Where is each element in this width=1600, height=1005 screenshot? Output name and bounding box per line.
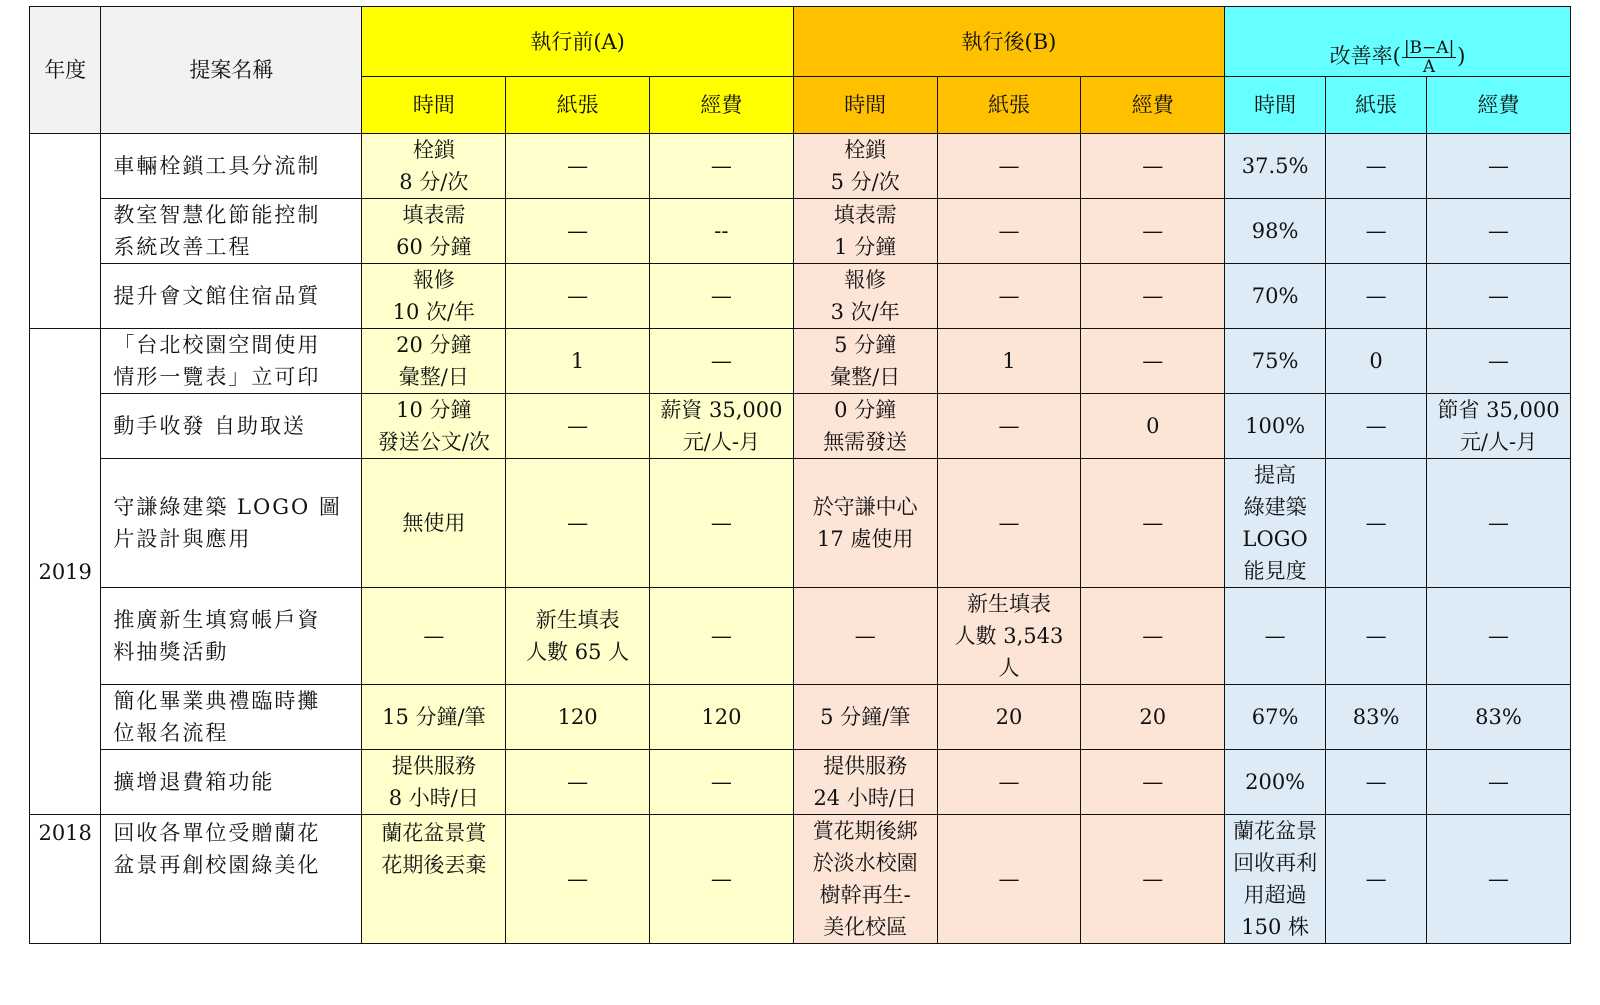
table-cell: — bbox=[1081, 329, 1225, 394]
table-cell: 提高 綠建築 LOGO 能見度 bbox=[1225, 459, 1326, 588]
table-cell: 5 分鐘 彙整/日 bbox=[793, 329, 937, 394]
table-cell: 0 分鐘 無需發送 bbox=[793, 394, 937, 459]
table-cell: — bbox=[506, 264, 650, 329]
table-cell: 賞花期後綁 於淡水校園 樹幹再生- 美化校區 bbox=[793, 815, 937, 944]
table-cell: — bbox=[1427, 588, 1571, 685]
table-cell: 蘭花盆景 回收再利 用超過 150 株 bbox=[1225, 815, 1326, 944]
table-cell: 83% bbox=[1427, 685, 1571, 750]
table-cell: — bbox=[1225, 588, 1326, 685]
table-cell: — bbox=[1427, 750, 1571, 815]
table-cell: — bbox=[650, 815, 794, 944]
table-cell: — bbox=[506, 134, 650, 199]
table-cell: — bbox=[1081, 750, 1225, 815]
table-cell: 5 分鐘/筆 bbox=[793, 685, 937, 750]
table-cell: — bbox=[1427, 134, 1571, 199]
table-cell: 新生填表 人數 3,543 人 bbox=[937, 588, 1081, 685]
table-cell: 20 分鐘 彙整/日 bbox=[362, 329, 506, 394]
table-cell: 98% bbox=[1225, 199, 1326, 264]
table-cell: 栓鎖 8 分/次 bbox=[362, 134, 506, 199]
table-cell: — bbox=[1081, 134, 1225, 199]
rate-suffix: ) bbox=[1457, 44, 1466, 68]
table-cell: 提供服務 8 小時/日 bbox=[362, 750, 506, 815]
table-row bbox=[30, 264, 1571, 329]
table-row bbox=[30, 199, 1571, 264]
table-cell: 37.5% bbox=[1225, 134, 1326, 199]
table-cell: — bbox=[1326, 199, 1427, 264]
rate-fraction bbox=[1402, 39, 1456, 76]
sub-header: 紙張 bbox=[506, 77, 650, 134]
table-row bbox=[30, 459, 1571, 588]
table-cell: — bbox=[1427, 264, 1571, 329]
table-cell: 節省 35,000 元/人-月 bbox=[1427, 394, 1571, 459]
header-rate bbox=[1225, 7, 1571, 77]
table-cell: 提供服務 24 小時/日 bbox=[793, 750, 937, 815]
table-cell: 1 bbox=[506, 329, 650, 394]
table-cell: — bbox=[937, 750, 1081, 815]
proposal-name: 「台北校園空間使用 情形一覽表」立可印 bbox=[101, 329, 362, 394]
table-cell: — bbox=[1081, 459, 1225, 588]
table-row bbox=[30, 329, 1571, 394]
table-cell: — bbox=[937, 459, 1081, 588]
table-cell: — bbox=[650, 750, 794, 815]
table-cell: — bbox=[1326, 394, 1427, 459]
table-cell: 0 bbox=[1326, 329, 1427, 394]
table-cell: 20 bbox=[937, 685, 1081, 750]
table-cell: — bbox=[506, 750, 650, 815]
proposal-table bbox=[29, 6, 1571, 944]
table-cell: 薪資 35,000 元/人-月 bbox=[650, 394, 794, 459]
table-cell: 報修 10 次/年 bbox=[362, 264, 506, 329]
table-cell: 於守謙中心 17 處使用 bbox=[793, 459, 937, 588]
table-cell: 蘭花盆景賞 花期後丟棄 bbox=[362, 815, 506, 944]
proposal-name: 擴增退費箱功能 bbox=[101, 750, 362, 815]
table-cell: — bbox=[650, 134, 794, 199]
sub-header: 時間 bbox=[793, 77, 937, 134]
table-cell: 20 bbox=[1081, 685, 1225, 750]
rate-denominator: A bbox=[1422, 57, 1436, 77]
table-cell: — bbox=[1427, 459, 1571, 588]
table-cell: — bbox=[1326, 815, 1427, 944]
table-cell: — bbox=[793, 588, 937, 685]
table-cell: 填表需 60 分鐘 bbox=[362, 199, 506, 264]
table-cell: 15 分鐘/筆 bbox=[362, 685, 506, 750]
table-cell: 1 bbox=[937, 329, 1081, 394]
sub-header: 紙張 bbox=[1326, 77, 1427, 134]
table-cell: — bbox=[1326, 588, 1427, 685]
rate-numerator: |B−A| bbox=[1403, 38, 1455, 58]
sub-header: 時間 bbox=[1225, 77, 1326, 134]
sub-header: 紙張 bbox=[937, 77, 1081, 134]
proposal-name: 回收各單位受贈蘭花 盆景再創校園綠美化 bbox=[101, 815, 362, 944]
table-cell: 栓鎖 5 分/次 bbox=[793, 134, 937, 199]
table-cell: — bbox=[1326, 750, 1427, 815]
table-row bbox=[30, 588, 1571, 685]
header-name: 提案名稱 bbox=[101, 7, 362, 134]
header-row-1 bbox=[30, 7, 1571, 77]
table-cell: — bbox=[650, 588, 794, 685]
table-cell: — bbox=[1081, 199, 1225, 264]
sub-header: 經費 bbox=[1081, 77, 1225, 134]
table-cell: — bbox=[650, 264, 794, 329]
sub-header: 時間 bbox=[362, 77, 506, 134]
table-cell: 100% bbox=[1225, 394, 1326, 459]
table-cell: — bbox=[937, 815, 1081, 944]
table-cell: — bbox=[937, 394, 1081, 459]
table-row bbox=[30, 134, 1571, 199]
table-cell: — bbox=[506, 394, 650, 459]
proposal-name: 簡化畢業典禮臨時攤 位報名流程 bbox=[101, 685, 362, 750]
proposal-name: 教室智慧化節能控制 系統改善工程 bbox=[101, 199, 362, 264]
table-cell: — bbox=[1326, 134, 1427, 199]
table-cell: 10 分鐘 發送公文/次 bbox=[362, 394, 506, 459]
table-cell: — bbox=[1427, 199, 1571, 264]
table-cell: 報修 3 次/年 bbox=[793, 264, 937, 329]
header-before: 執行前(A) bbox=[362, 7, 793, 77]
year-cell: 2018 bbox=[30, 815, 101, 944]
table-cell: — bbox=[1427, 815, 1571, 944]
table-cell: — bbox=[937, 134, 1081, 199]
sub-header: 經費 bbox=[650, 77, 794, 134]
table-cell: 120 bbox=[650, 685, 794, 750]
table-cell: 無使用 bbox=[362, 459, 506, 588]
header-after: 執行後(B) bbox=[793, 7, 1224, 77]
table-cell: 75% bbox=[1225, 329, 1326, 394]
table-row bbox=[30, 394, 1571, 459]
table-cell: — bbox=[506, 459, 650, 588]
proposal-name: 提升會文館住宿品質 bbox=[101, 264, 362, 329]
table-cell: 67% bbox=[1225, 685, 1326, 750]
proposal-name: 守謙綠建築 LOGO 圖 片設計與應用 bbox=[101, 459, 362, 588]
proposal-name: 推廣新生填寫帳戶資 料抽獎活動 bbox=[101, 588, 362, 685]
header-year: 年度 bbox=[30, 7, 101, 134]
table-cell: 120 bbox=[506, 685, 650, 750]
year-cell bbox=[30, 134, 101, 329]
proposal-name: 動手收發 自助取送 bbox=[101, 394, 362, 459]
rate-prefix: 改善率( bbox=[1329, 44, 1401, 68]
table-cell: — bbox=[362, 588, 506, 685]
table-cell: — bbox=[1427, 329, 1571, 394]
table-cell: — bbox=[1081, 264, 1225, 329]
table-row bbox=[30, 750, 1571, 815]
table-cell: — bbox=[1326, 264, 1427, 329]
table-cell: — bbox=[1326, 459, 1427, 588]
sub-header: 經費 bbox=[1427, 77, 1571, 134]
table-cell: -- bbox=[650, 199, 794, 264]
year-cell: 2019 bbox=[30, 329, 101, 815]
table-cell: — bbox=[1081, 588, 1225, 685]
table-cell: 0 bbox=[1081, 394, 1225, 459]
table-row bbox=[30, 685, 1571, 750]
table-cell: 填表需 1 分鐘 bbox=[793, 199, 937, 264]
table-cell: — bbox=[937, 199, 1081, 264]
table-cell: — bbox=[937, 264, 1081, 329]
table-cell: 200% bbox=[1225, 750, 1326, 815]
table-cell: — bbox=[506, 199, 650, 264]
table-row bbox=[30, 815, 1571, 944]
table-cell: 83% bbox=[1326, 685, 1427, 750]
table-cell: — bbox=[650, 329, 794, 394]
table-cell: — bbox=[1081, 815, 1225, 944]
proposal-name: 車輛栓鎖工具分流制 bbox=[101, 134, 362, 199]
table-cell: 新生填表 人數 65 人 bbox=[506, 588, 650, 685]
table-cell: — bbox=[506, 815, 650, 944]
table-cell: 70% bbox=[1225, 264, 1326, 329]
table-cell: — bbox=[650, 459, 794, 588]
